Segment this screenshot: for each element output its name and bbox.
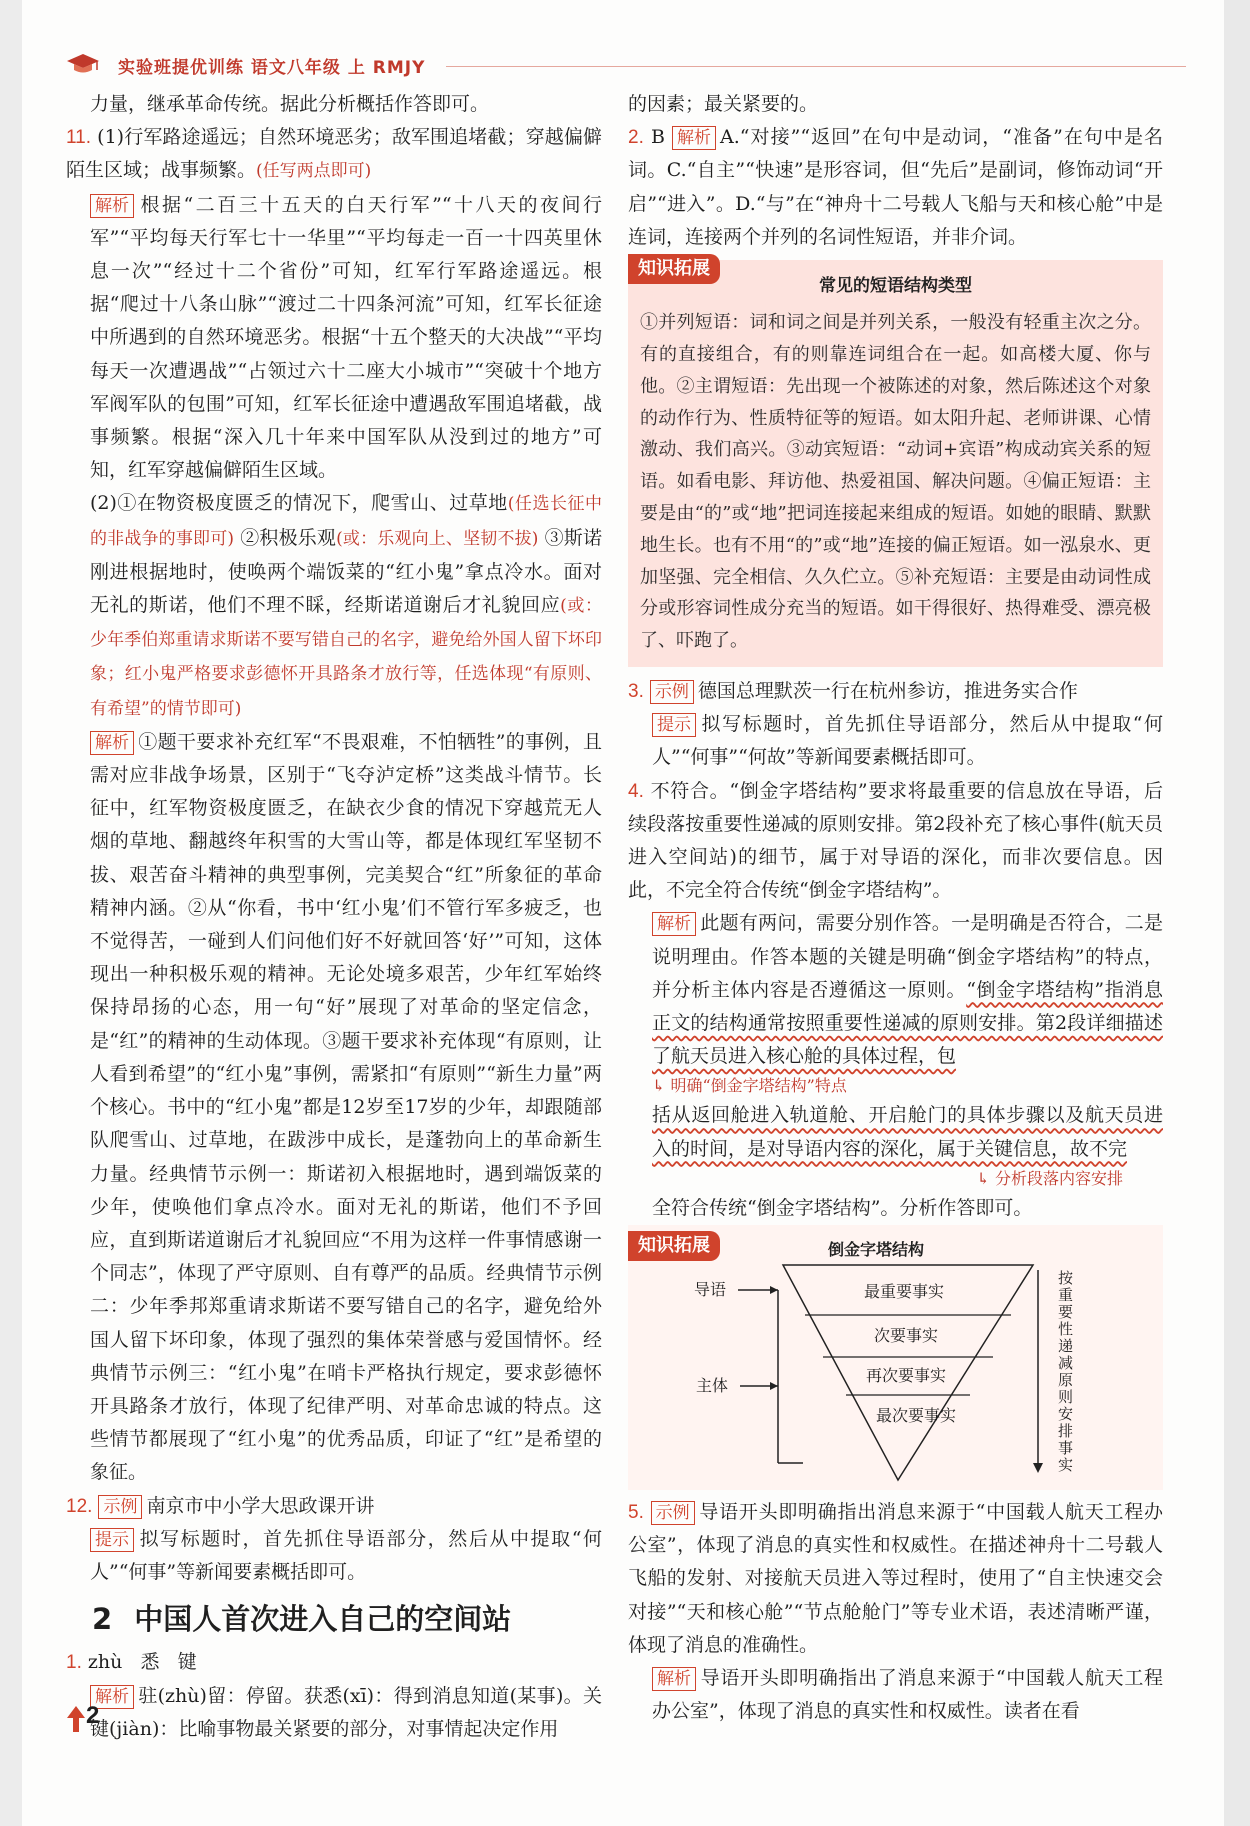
answer-text: 不符合。“倒金字塔结构”要求将最重要的信息放在导语，后续段落按重要性递减的原则安排。第2段补充了核心事件(航天员进入空间站)的细节，属于对导语的深化，而非次要信息。因此，不完全符合传统“倒金字塔结构”。 [628,779,1163,902]
analysis-text: 此题有两问，需要分别作答。一是明确是否符合，二是说明理由。作答本题的关键是明确“倒金字塔结构”的特点，并分析主体内容是否遵循这一原则。 [652,912,1163,1001]
analysis-text: A.“对接”“返回”在句中是动词，“准备”在句中是名词。C.“自主”“快速”是形容词，但“先后”是副词，修饰动词“开启”“进入”。D.“与”在“神舟十二号载人飞船与天和核心舱”中是连词，连接两个并列的名词性短语，并非介词。 [628,126,1164,248]
graduation-cap-icon [66,52,100,76]
left-column [66,88,602,1746]
margin-note-text: 明确“倒金字塔结构”特点 [670,1076,847,1096]
page-left-edge [0,0,22,1826]
hint-tag: 提示 [90,1528,134,1552]
knowledge-text: ①并列短语：词和词之间是并列关系，一般没有轻重主次之分。有的直接组合，有的则靠连词组合在一起。如高楼大厦、你与他。②主谓短语：先出现一个被陈述的对象，然后陈述这个对象的动作行为、性质特征等的短语。如太阳升起、老师讲课、心情激动、我们高兴。③动宾短语：“动词+宾语”构成动宾关系的短语。如看电影、拜访他、热爱祖国、解决问题。④偏正短语：主要是由“的”或“地”把词连接起来组成的短语。如她的眼睛、默默地生长。也有不用“的”或“地”连接的偏正短语。如一泓泉水、更加坚强、完全相信、久久伫立。⑤补充短语：主要是由动词性成分或形容词性成分充当的短语。如干得很好、热得难受、漂亮极了、吓跑了。 [640,312,1151,652]
inverted-pyramid-diagram [628,1225,1163,1490]
answer-text: 导语开头即明确指出消息来源于“中国载人航天工程办公室”，体现了消息的真实性和权威性。在描述神舟十二号载人飞船的发射、对接航天员进入等过程时，使用了“自主快速交会对接”“天和核心舱”“节点舱舱门”等专业术语，表述清晰严谨，体现了消息的准确性。 [628,1501,1163,1656]
label-body: 主体 [696,1376,729,1396]
knowledge-badge: 知识拓展 [628,1231,720,1261]
pyramid-title: 倒金字塔结构 [828,1240,925,1260]
analysis-text-underlined: “倒金字塔结构”指消息正文的结构通常按照重要性递减的原则安排。第2段详细描述了航天员进入核心舱的具体过程，包 [652,978,1163,1068]
analysis-tag: 解析 [672,126,716,150]
answer-note: (任选长征中的非战争的事即可) [90,494,602,549]
question-number: 11. [66,127,92,149]
question-12-answer [66,1490,602,1523]
margin-note: ↳ 分析段落内容安排 [976,1168,1123,1188]
question-5-analysis [628,1662,1163,1728]
label-lead: 导语 [694,1280,727,1300]
question-1-answer [66,1646,602,1679]
question-number: 4. [628,780,644,802]
question-4-analysis [628,907,1163,1073]
question-number: 3. [628,680,644,702]
analysis-tag: 解析 [90,731,134,755]
question-11-analysis-2 [66,726,602,1490]
analysis-tag: 解析 [90,1685,134,1709]
page-number-badge [66,1700,110,1736]
page-header [66,50,1186,80]
answer-text: zhù 悉 键 [87,1651,197,1674]
question-1-analysis [66,1680,602,1746]
answer-text: ③斯诺刚进根据地时，使唤两个端饭菜的“红小鬼”拿点冷水。面对无礼的斯诺，他们不理不睬，经斯诺道谢后才礼貌回应 [90,526,602,617]
inverted-pyramid-box [628,1225,1163,1490]
question-4 [628,775,1163,908]
left-intro: 力量，继承革命传统。据此分析概括作答即可。 [90,93,490,115]
hint-text: 拟写标题时，首先抓住导语部分，然后从中提取“何人”“何事”等新闻要素概括即可。 [90,1527,602,1583]
answer-text: ②积极乐观 [240,526,337,549]
margin-note: ↳ 明确“倒金字塔结构”特点 [652,1076,847,1096]
answer-text: 南京市中小学大思政课开讲 [146,1494,375,1517]
question-11-part2 [66,487,602,725]
hint-text: 拟写标题时，首先抓住导语部分，然后从中提取“何人”“何事”“何故”等新闻要素概括即可。 [652,713,1163,769]
question-number: 2. [628,127,644,149]
margin-note-text: 分析段落内容安排 [994,1168,1123,1188]
page-right-edge [1224,0,1250,1826]
pyramid-level-3: 再次要事实 [866,1366,947,1386]
question-11-answer [66,121,602,188]
question-number: 5. [628,1502,644,1524]
question-number: 1. [66,1652,82,1674]
analysis-text: ①题干要求补充红军“不畏艰难，不怕牺牲”的事例，且需对应非战争场景，区别于“飞夺泸定桥”这类战斗情节。长征中，红军物资极度匮乏，在缺衣少食的情况下穿越荒无人烟的草地、翻越终年积雪的大雪山等，都是体现红军坚韧不拔、艰苦奋斗精神的典型事例，完美契合“红”所象征的革命精神内涵。②从“你看，书中‘红小鬼’们不管行军多疲乏，也不觉得苦，一碰到人们问他们好不好就回答‘好’”可知，这体现出一种积极乐观的精神。无论处境多艰苦，少年红军始终保持昂扬的心态，用一句“好”展现了对革命的坚定信念，是“红”的精神的生动体现。③题干要求补充体现“有原则，让人看到希望”的“红小鬼”事例，需紧扣“有原则”“新生力量”两个核心。书中的“红小鬼”都是12岁至17岁的少年，却跟随部队爬雪山、过草地，在跋涉中成长，是蓬勃向上的革命新生力量。经典情节示例一：斯诺初入根据地时，遇到端饭菜的少年，使唤他们拿点冷水。面对无礼的斯诺，他们不予回应，直到斯诺道谢后才礼貌回应“不用为这样一件事情感谢一个同志”，体现了严守原则、自有尊严的品质。经典情节示例二：少年季邦郑重请求斯诺不要写错自己的名字，避免给外国人留下坏印象，体现了强烈的集体荣誉感与爱国情怀。经典情节示例三：“红小鬼”在哨卡严格执行规定，要求彭德怀开具路条才放行，体现了纪律严明、对革命忠诚的特点。这些情节都展现了“红小鬼”的优秀品质，印证了“红”是希望的象征。 [90,730,602,1484]
pyramid-level-1: 最重要事实 [864,1282,945,1302]
header-rule [446,66,1186,67]
section-title: 中国人首次进入自己的空间站 [134,1602,512,1637]
analysis-text: 导语开头即明确指出了消息来源于“中国载人航天工程办公室”，体现了消息的真实性和权威性。读者在看 [652,1667,1163,1723]
pyramid-side-text: 按重要性递减原则安排事实 [1058,1269,1074,1475]
answer-note: (或：少年季伯郑重请求斯诺不要写错自己的名字，避免给外国人留下坏印象；红小鬼严格要求彭德怀开具路条才放行等，任选体现“有原则、有希望”的情节即可) [90,596,602,719]
answer-note: (或：乐观向上、坚韧不拔) [336,528,539,549]
section-heading [92,1603,602,1636]
header-title: 实验班提优训练 语文八年级 上 RMJY [118,58,426,78]
example-tag: 示例 [650,680,694,704]
question-4-analysis-cont [628,1099,1163,1165]
knowledge-box-phrases [628,260,1163,667]
page-number: 2 [86,1702,100,1729]
answer-text: 德国总理默茨一行在杭州参访，推进务实合作 [697,679,1078,702]
knowledge-title: 常见的短语结构类型 [819,276,972,297]
analysis-tag: 解析 [652,1667,696,1691]
pyramid-level-4: 最次要事实 [876,1406,957,1426]
question-2 [628,121,1163,254]
answer-text: (2)①在物资极度匮乏的情况下，爬雪山、过草地 [90,492,508,515]
question-5 [628,1496,1163,1662]
analysis-text: 根据“二百三十五天的白天行军”“十八天的夜间行军”“平均每天行军七十一华里”“平均每走一百一十四英里休息一次”“经过十二个省份”可知，红军行军路途遥远。根据“爬过十八条山脉”“渡过二十四条河流”可知，红军长征途中所遇到的自然环境恶劣。根据“十五个整天的大决战”“平均每天一次遭遇战”“占领过六十二座大小城市”“突破十个地方军阀军队的包围”可知，红军长征途中遭遇敌军围追堵截，战事频繁。根据“深入几十年来中国军队从没到过的地方”可知，红军穿越偏僻陌生区域。 [90,193,602,482]
analysis-tag: 解析 [90,194,134,218]
analysis-tag: 解析 [652,912,696,936]
answer-note: (任写两点即可) [256,161,372,182]
pyramid-level-2: 次要事实 [874,1326,939,1346]
analysis-text-underlined: 括从返回舱进入轨道舱、开启舱门的具体步骤以及航天员进入的时间，是对导语内容的深化，属于关键信息，故不完 [652,1104,1163,1160]
question-3-hint [628,708,1163,774]
right-column [628,88,1163,1728]
arrow-up-icon [66,1704,86,1734]
analysis-text: 驻(zhù)留：停留。获悉(xī)：得到消息知道(某事)。关键(jiàn)：比喻事物最关紧要的部分，对事情起决定作用 [90,1684,602,1740]
answer-text: B [650,126,665,149]
section-number: 2 [92,1602,113,1637]
knowledge-badge: 知识拓展 [628,254,720,284]
question-3 [628,675,1163,708]
right-intro: 的因素；最关紧要的。 [628,93,819,115]
question-number: 12. [66,1495,93,1517]
answer-text: (1)行军路途遥远；自然环境恶劣；敌军围追堵截；穿越偏僻陌生区域；战事频繁。 [66,126,602,182]
question-11-analysis [66,189,602,488]
example-tag: 示例 [651,1501,695,1525]
question-4-analysis-end: 全符合传统“倒金字塔结构”。分析作答即可。 [652,1196,1033,1219]
hint-tag: 提示 [652,713,696,737]
question-12-hint [66,1523,602,1589]
example-tag: 示例 [98,1495,142,1519]
